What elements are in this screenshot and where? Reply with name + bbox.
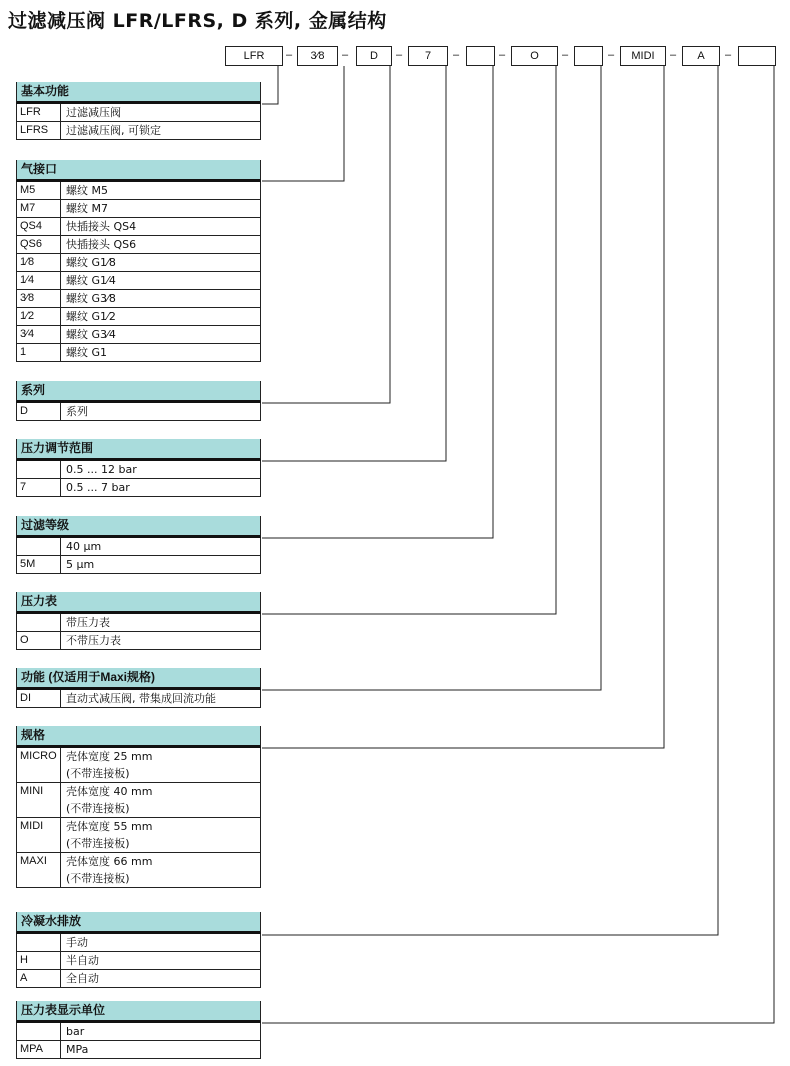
code-dash: – (285, 49, 293, 61)
option-code: QS6 (17, 236, 61, 253)
section-header: 气接口 (16, 160, 261, 182)
option-description: 快插接头 QS6 (66, 238, 137, 251)
option-description: 0.5 ... 12 bar (66, 463, 137, 476)
table-row (16, 1041, 261, 1059)
table-row (16, 1023, 261, 1041)
section-header: 压力调节范围 (16, 439, 261, 461)
code-dash: – (341, 49, 349, 61)
option-code (17, 461, 61, 478)
table-row (16, 556, 261, 574)
code-dash: – (498, 49, 506, 61)
option-code: O (17, 632, 61, 649)
option-description: 壳体宽度 55 mm (不带连接板) (66, 820, 153, 850)
table-row (16, 818, 261, 853)
table-row (16, 748, 261, 783)
table-row (16, 783, 261, 818)
option-code: MPA (17, 1041, 61, 1058)
table-row (16, 970, 261, 988)
table-row (16, 632, 261, 650)
section-header: 冷凝水排放 (16, 912, 261, 934)
option-code: 5M (17, 556, 61, 573)
table-row (16, 952, 261, 970)
table-row (16, 200, 261, 218)
option-description: 40 µm (66, 540, 102, 553)
option-description: 5 µm (66, 558, 95, 571)
section-gauge-unit (16, 1001, 261, 1059)
section-header: 规格 (16, 726, 261, 748)
table-row (16, 538, 261, 556)
option-code: MINI (17, 783, 61, 817)
code-box-size: MIDI (620, 46, 666, 66)
option-code: M7 (17, 200, 61, 217)
section-header: 基本功能 (16, 82, 261, 104)
section-header: 系列 (16, 381, 261, 403)
option-description: 壳体宽度 66 mm (不带连接板) (66, 855, 153, 885)
table-row (16, 461, 261, 479)
table-row (16, 479, 261, 497)
option-description: 过滤减压阀 (66, 106, 121, 119)
table-row (16, 122, 261, 140)
section-condensate (16, 912, 261, 988)
option-description: 手动 (66, 936, 88, 949)
option-code: 1⁄2 (17, 308, 61, 325)
section-size (16, 726, 261, 888)
code-dash: – (395, 49, 403, 61)
option-description: 直动式减压阀, 带集成回流功能 (66, 692, 216, 705)
option-code: M5 (17, 182, 61, 199)
option-description: 快插接头 QS4 (66, 220, 137, 233)
option-code: A (17, 970, 61, 987)
option-description: bar (66, 1025, 85, 1038)
code-dash: – (607, 49, 615, 61)
option-code: 1⁄4 (17, 272, 61, 289)
option-description: 系列 (66, 405, 88, 418)
section-pressure-range (16, 439, 261, 497)
option-code: 3⁄4 (17, 326, 61, 343)
table-row (16, 254, 261, 272)
code-dash: – (452, 49, 460, 61)
code-dash: – (669, 49, 677, 61)
table-row (16, 104, 261, 122)
option-code: 1 (17, 344, 61, 361)
option-code: H (17, 952, 61, 969)
option-description: 螺纹 M5 (66, 184, 108, 197)
code-box-gauge: O (511, 46, 558, 66)
table-row (16, 290, 261, 308)
option-code: DI (17, 690, 61, 707)
section-function (16, 668, 261, 708)
option-description: MPa (66, 1043, 89, 1056)
code-box-series: D (356, 46, 392, 66)
section-connection (16, 160, 261, 362)
option-description: 过滤减压阀, 可锁定 (66, 124, 161, 137)
option-code (17, 614, 61, 631)
option-code: D (17, 403, 61, 420)
table-row (16, 690, 261, 708)
table-row (16, 218, 261, 236)
option-description: 壳体宽度 40 mm (不带连接板) (66, 785, 153, 815)
code-box-condensate: A (682, 46, 720, 66)
section-basic-function (16, 82, 261, 140)
option-description: 带压力表 (66, 616, 110, 629)
option-description: 螺纹 G1⁄8 (66, 256, 116, 269)
code-box-basic-function: LFR (225, 46, 283, 66)
section-header: 压力表 (16, 592, 261, 614)
option-code: LFRS (17, 122, 61, 139)
option-code: MIDI (17, 818, 61, 852)
code-dash: – (561, 49, 569, 61)
option-code: MICRO (17, 748, 61, 782)
option-description: 全自动 (66, 972, 99, 985)
section-gauge (16, 592, 261, 650)
table-row (16, 934, 261, 952)
option-code: QS4 (17, 218, 61, 235)
option-description: 螺纹 G3⁄8 (66, 292, 116, 305)
table-row (16, 272, 261, 290)
table-row (16, 344, 261, 362)
option-description: 螺纹 G3⁄4 (66, 328, 116, 341)
section-series (16, 381, 261, 421)
code-box-pressure-range: 7 (408, 46, 448, 66)
section-filter-grade (16, 516, 261, 574)
option-code: 3⁄8 (17, 290, 61, 307)
table-row (16, 308, 261, 326)
option-code: MAXI (17, 853, 61, 887)
option-description: 不带压力表 (66, 634, 121, 647)
section-header: 功能 (仅适用于Maxi规格) (16, 668, 261, 690)
option-code (17, 1023, 61, 1040)
option-description: 0.5 ... 7 bar (66, 481, 130, 494)
table-row (16, 403, 261, 421)
table-row (16, 182, 261, 200)
page-title: 过滤减压阀 LFR/LFRS, D 系列, 金属结构 (8, 10, 387, 32)
option-code (17, 538, 61, 555)
code-box-connection: 3⁄8 (297, 46, 338, 66)
option-code: 1⁄8 (17, 254, 61, 271)
option-code: 7 (17, 479, 61, 496)
table-row (16, 853, 261, 888)
option-description: 螺纹 G1⁄4 (66, 274, 116, 287)
table-row (16, 614, 261, 632)
table-row (16, 326, 261, 344)
option-description: 螺纹 G1⁄2 (66, 310, 116, 323)
option-description: 壳体宽度 25 mm (不带连接板) (66, 750, 153, 780)
option-code: LFR (17, 104, 61, 121)
section-header: 压力表显示单位 (16, 1001, 261, 1023)
table-row (16, 236, 261, 254)
option-description: 半自动 (66, 954, 99, 967)
option-description: 螺纹 M7 (66, 202, 108, 215)
code-dash: – (724, 49, 732, 61)
option-code (17, 934, 61, 951)
option-description: 螺纹 G1 (66, 346, 108, 359)
section-header: 过滤等级 (16, 516, 261, 538)
